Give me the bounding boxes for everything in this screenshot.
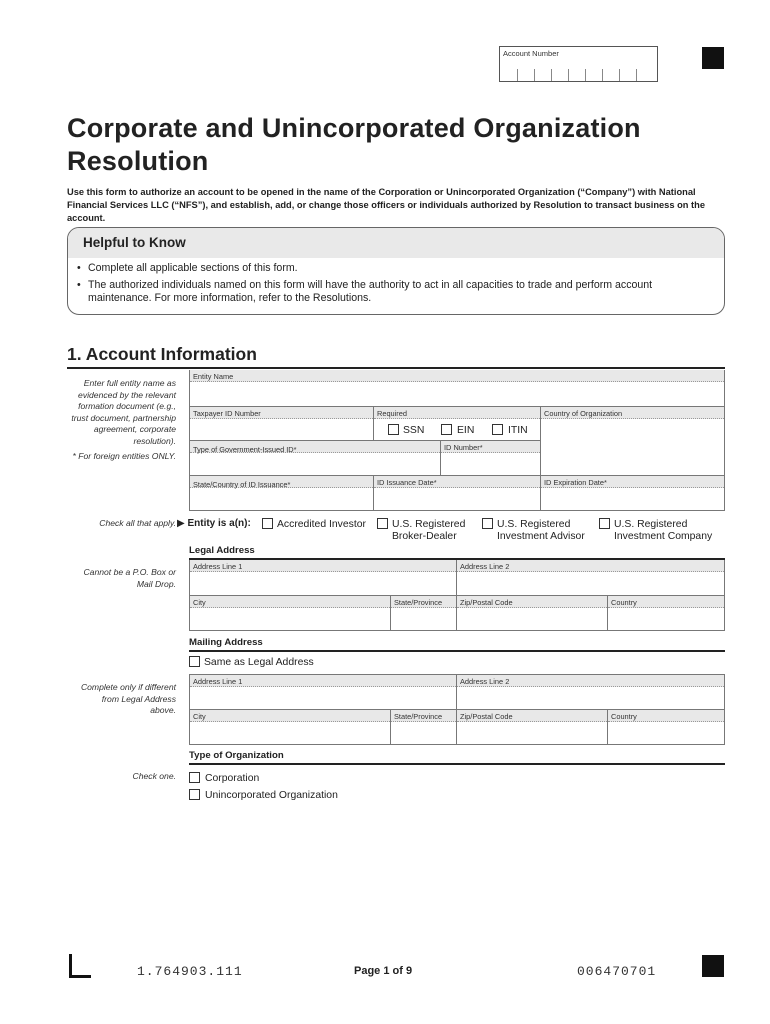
accredited-investor-checkbox[interactable] xyxy=(262,518,273,529)
helpful-title: Helpful to Know xyxy=(83,235,186,250)
note-no-po-box: Cannot be a P.O. Box or Mail Drop. xyxy=(83,567,176,589)
mailing-zip-field[interactable] xyxy=(456,710,607,745)
legal-country-label: Country xyxy=(611,598,637,607)
id-issuance-date-field[interactable] xyxy=(373,476,540,511)
page-number: Page 1 of 9 xyxy=(354,965,413,977)
investment-advisor-checkbox[interactable] xyxy=(482,518,493,529)
mailing-address-line2-field[interactable] xyxy=(456,674,725,710)
investment-company-checkbox[interactable] xyxy=(599,518,610,529)
note-foreign: * For foreign entities ONLY. xyxy=(72,451,176,461)
org-type-rule xyxy=(189,763,725,765)
account-number-digit-ticks xyxy=(500,67,657,81)
registration-mark-bottom xyxy=(702,955,724,977)
ein-checkbox[interactable] xyxy=(441,424,452,435)
investment-advisor-label-2: Investment Advisor xyxy=(497,531,585,542)
gov-id-type-field[interactable] xyxy=(189,441,440,476)
ssn-option-label: SSN xyxy=(403,425,425,436)
legal-country-field[interactable] xyxy=(607,596,725,631)
mailing-address-line1-label: Address Line 1 xyxy=(193,677,243,686)
helpful-item: • Complete all applicable sections of this form. xyxy=(77,262,707,275)
entity-is-label: ▶ Entity is a(n): xyxy=(177,518,251,529)
mailing-city-label: City xyxy=(193,712,206,721)
ssn-checkbox[interactable] xyxy=(388,424,399,435)
org-type-heading: Type of Organization xyxy=(189,750,284,761)
legal-address-line1-field[interactable] xyxy=(189,560,456,596)
mailing-state-label: State/Province xyxy=(394,712,443,721)
id-number-label: ID Number* xyxy=(444,443,483,452)
note-entity-name: Enter full entity name as evidenced by the relevant formation document (e.g., trust document, partnership agreement, corporate resolution). xyxy=(71,378,176,446)
id-expiration-date-field[interactable] xyxy=(540,476,725,511)
legal-zip-field[interactable] xyxy=(456,596,607,631)
country-of-organization-field[interactable] xyxy=(540,407,725,476)
investment-company-label-1: U.S. Registered xyxy=(614,519,688,530)
same-as-legal-label: Same as Legal Address xyxy=(204,657,314,668)
mailing-country-label: Country xyxy=(611,712,637,721)
legal-city-field[interactable] xyxy=(189,596,390,631)
mailing-address-rule xyxy=(189,650,725,652)
registration-mark-top xyxy=(702,47,724,69)
page-title: Corporate and Unincorporated Organization Resolution xyxy=(67,113,641,176)
form-code: 1.764903.111 xyxy=(137,964,243,979)
mailing-city-field[interactable] xyxy=(189,710,390,745)
legal-state-label: State/Province xyxy=(394,598,443,607)
section-1-rule xyxy=(67,367,725,369)
id-number-field[interactable] xyxy=(440,441,540,476)
helpful-to-know-box xyxy=(67,227,725,315)
mailing-address-heading: Mailing Address xyxy=(189,637,263,648)
document-number: 006470701 xyxy=(577,964,657,979)
id-expiration-date-label: ID Expiration Date* xyxy=(544,478,607,487)
entity-name-field[interactable] xyxy=(189,370,725,407)
entity-name-label: Entity Name xyxy=(193,372,234,381)
mailing-zip-label: Zip/Postal Code xyxy=(460,712,513,721)
taxpayer-id-label: Taxpayer ID Number xyxy=(193,409,261,418)
legal-zip-label: Zip/Postal Code xyxy=(460,598,513,607)
account-number-field[interactable] xyxy=(499,46,658,82)
gov-id-type-label: Type of Government-Issued ID* xyxy=(193,445,297,454)
id-issuance-date-label: ID Issuance Date* xyxy=(377,478,437,487)
unincorporated-checkbox[interactable] xyxy=(189,789,200,800)
investment-company-label-2: Investment Company xyxy=(614,531,713,542)
note-complete-only: Complete only if different from Legal Address above. xyxy=(80,682,176,715)
country-of-organization-label: Country of Organization xyxy=(544,409,623,418)
intro-text: Use this form to authorize an account to be opened in the name of the Corporation or Unincorporated Organization (“Company”) with National Financial Services LLC (“NFS”), and establish, add, or change those officers or individuals authorized by Resolution to transact business on the account. xyxy=(67,187,705,223)
note-check-all: Check all that apply. xyxy=(99,518,176,528)
legal-city-label: City xyxy=(193,598,206,607)
itin-option-label: ITIN xyxy=(508,425,528,436)
corporation-label: Corporation xyxy=(205,773,260,784)
corporation-checkbox[interactable] xyxy=(189,772,200,783)
note-check-one: Check one. xyxy=(132,771,176,781)
helpful-item: • The authorized individuals named on this form will have the authority to act in all capacities to trade and perform account maintenance. For more information, refer to the Resolutions. xyxy=(77,279,707,305)
id-issuance-state-field[interactable] xyxy=(189,476,373,511)
helpful-list xyxy=(77,262,707,309)
itin-checkbox[interactable] xyxy=(492,424,503,435)
accredited-investor-label: Accredited Investor xyxy=(277,519,366,530)
required-label: Required xyxy=(377,409,407,418)
mailing-state-field[interactable] xyxy=(390,710,456,745)
mailing-country-field[interactable] xyxy=(607,710,725,745)
broker-dealer-checkbox[interactable] xyxy=(377,518,388,529)
mailing-address-line1-field[interactable] xyxy=(189,674,456,710)
legal-address-line1-label: Address Line 1 xyxy=(193,562,243,571)
broker-dealer-label-2: Broker-Dealer xyxy=(392,531,457,542)
legal-address-heading: Legal Address xyxy=(189,545,255,556)
same-as-legal-checkbox[interactable] xyxy=(189,656,200,667)
ein-option-label: EIN xyxy=(457,425,475,436)
unincorporated-label: Unincorporated Organization xyxy=(205,790,338,801)
legal-address-line2-field[interactable] xyxy=(456,560,725,596)
legal-address-line2-label: Address Line 2 xyxy=(460,562,510,571)
taxpayer-id-field[interactable] xyxy=(189,407,373,441)
account-number-label: Account Number xyxy=(503,49,559,58)
investment-advisor-label-1: U.S. Registered xyxy=(497,519,571,530)
legal-state-field[interactable] xyxy=(390,596,456,631)
broker-dealer-label-1: U.S. Registered xyxy=(392,519,466,530)
section-1-title: 1. Account Information xyxy=(67,344,257,364)
id-issuance-state-label: State/Country of ID Issuance* xyxy=(193,480,291,489)
corner-mark-bottom-left xyxy=(69,954,91,978)
mailing-address-line2-label: Address Line 2 xyxy=(460,677,510,686)
